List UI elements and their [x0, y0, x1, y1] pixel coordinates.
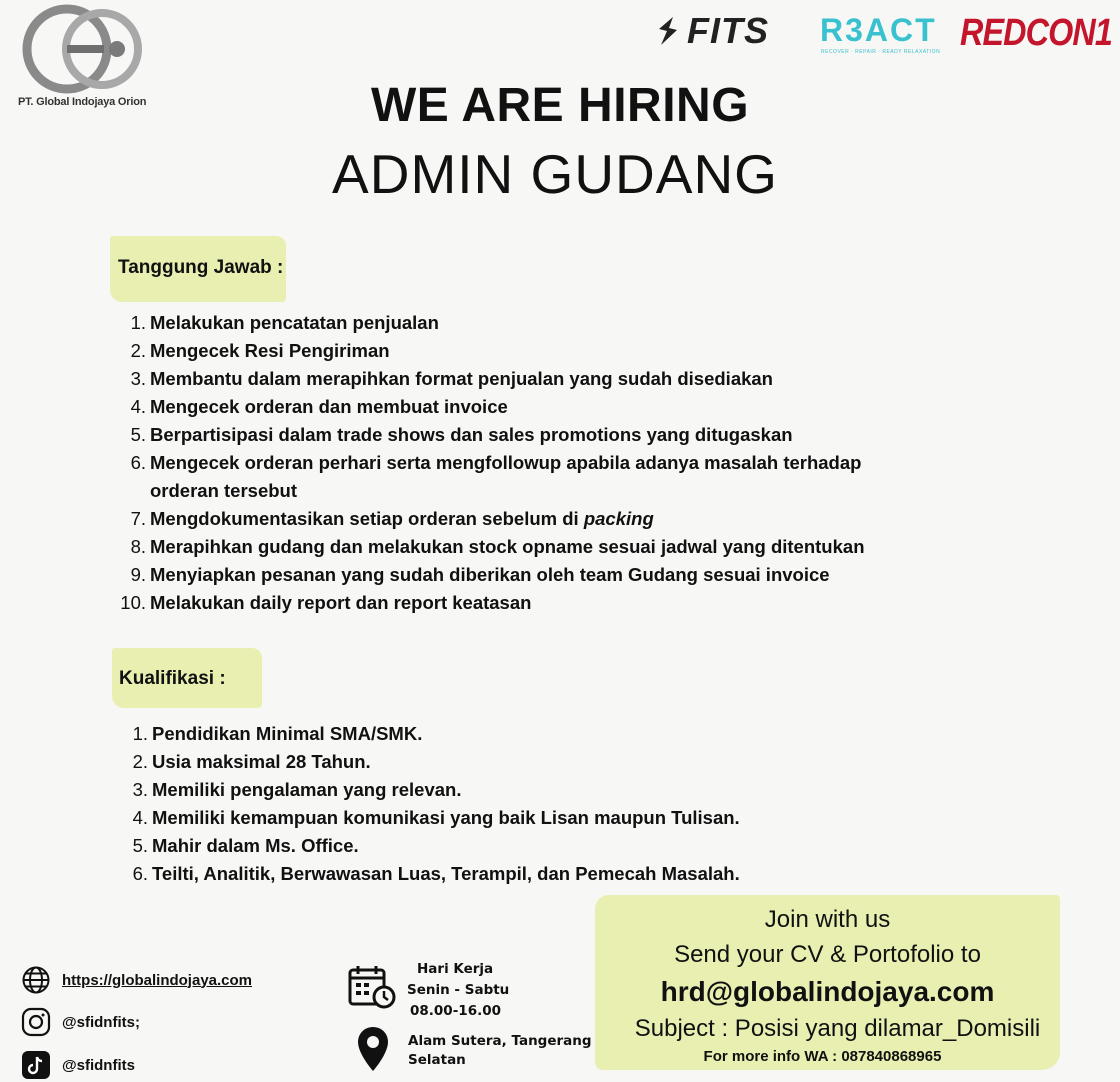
cta-more-info: For more info WA : 087840868965	[703, 1048, 942, 1065]
item-text: Mengecek orderan perhari serta mengfollowup apabila adanya masalah terhadap	[150, 452, 862, 473]
fits-mark-icon	[655, 16, 681, 46]
item-text: Mengecek Resi Pengiriman	[150, 340, 390, 361]
list-item	[116, 589, 1016, 617]
fits-logo	[655, 10, 769, 52]
hiring-title: WE ARE HIRING	[370, 79, 750, 132]
globe-icon	[20, 964, 52, 996]
list-item	[118, 748, 1018, 776]
item-number: 5.	[132, 835, 148, 856]
list-item	[116, 561, 1016, 589]
item-number: 7.	[130, 508, 146, 529]
list-item	[116, 449, 1016, 477]
work-hours: 08.00-16.00	[410, 1003, 502, 1019]
react-tagline: RECOVER · REPAIR · READY RELAXATION	[821, 49, 941, 55]
instagram-row	[20, 1005, 140, 1039]
item-number: 4.	[132, 807, 148, 828]
list-item	[116, 421, 1016, 449]
list-item	[116, 533, 1016, 561]
list-item	[116, 309, 1016, 337]
list-item	[118, 860, 1018, 888]
responsibilities-list	[116, 309, 1016, 617]
list-item	[116, 365, 1016, 393]
item-number: 1.	[132, 723, 148, 744]
cta-email[interactable]: hrd@globalindojaya.com	[660, 976, 995, 1007]
website-link[interactable]: https://globalindojaya.com	[62, 971, 253, 989]
item-text: Memiliki pengalaman yang relevan.	[152, 779, 462, 800]
item-text: Mengecek orderan dan membuat invoice	[150, 396, 508, 417]
item-number: 2.	[132, 751, 148, 772]
list-item	[118, 720, 1018, 748]
item-number: 3.	[130, 368, 146, 389]
react-logo: R3ACT	[820, 12, 937, 48]
item-text: orderan tersebut	[150, 480, 298, 501]
list-item	[116, 393, 1016, 421]
tiktok-handle[interactable]: @sfidnfits	[62, 1056, 135, 1074]
tiktok-row	[20, 1048, 135, 1082]
cta-subject: Subject : Posisi yang dilamar_Domisili	[634, 1015, 1041, 1042]
list-item-continuation	[116, 477, 1016, 505]
item-text: Memiliki kemampuan komunikasi yang baik Lisan maupun Tulisan.	[152, 807, 740, 828]
list-item	[118, 776, 1018, 804]
item-text: Mahir dalam Ms. Office.	[152, 835, 359, 856]
list-item	[116, 505, 1016, 533]
website-row	[20, 963, 252, 997]
list-item	[118, 804, 1018, 832]
qualifications-list	[118, 720, 1018, 888]
fits-logo-text: FITS	[687, 10, 769, 51]
item-text: Membantu dalam merapihkan format penjualan yang sudah disediakan	[150, 368, 773, 389]
item-number: 3.	[132, 779, 148, 800]
item-text: Menyiapkan pesanan yang sudah diberikan oleh team Gudang sesuai invoice	[150, 564, 830, 585]
cta-join: Join with us	[764, 906, 891, 933]
position-title: ADMIN GUDANG	[332, 143, 778, 205]
work-days-title: Hari Kerja	[417, 961, 494, 977]
item-number: 5.	[130, 424, 146, 445]
instagram-handle[interactable]: @sfidnfits;	[62, 1013, 140, 1031]
redcon1-logo: REDCON1	[960, 12, 1112, 54]
item-text: Melakukan pencatatan penjualan	[150, 312, 439, 333]
item-text: Usia maksimal 28 Tahun.	[152, 751, 371, 772]
item-number: 2.	[130, 340, 146, 361]
item-text: Merapihkan gudang dan melakukan stock opname sesuai jadwal yang ditentukan	[150, 536, 865, 557]
item-number: 4.	[130, 396, 146, 417]
location-line-1: Alam Sutera, Tangerang	[408, 1033, 592, 1049]
item-text: Melakukan daily report dan report keatasan	[150, 592, 532, 613]
list-item	[118, 832, 1018, 860]
item-text: Teilti, Analitik, Berwawasan Luas, Terampil, dan Pemecah Masalah.	[152, 863, 740, 884]
brand-logos	[655, 6, 1112, 66]
company-name: PT. Global Indojaya Orion	[18, 96, 147, 108]
item-number: 1.	[130, 312, 146, 333]
list-item	[116, 337, 1016, 365]
item-number: 6.	[130, 452, 146, 473]
work-days: Senin - Sabtu	[407, 982, 510, 998]
item-number: 6.	[132, 863, 148, 884]
qualifications-label: Kualifikasi :	[119, 668, 226, 689]
item-number: 9.	[130, 564, 146, 585]
calendar-clock-icon	[347, 964, 397, 1015]
location-pin-icon	[356, 1025, 390, 1080]
item-number: 8.	[130, 536, 146, 557]
item-text-italic: packing	[583, 508, 654, 529]
responsibilities-label: Tanggung Jawab :	[118, 257, 284, 278]
item-text: Berpartisipasi dalam trade shows dan sales promotions yang ditugaskan	[150, 424, 793, 445]
instagram-icon[interactable]	[20, 1006, 52, 1038]
item-number: 10.	[120, 592, 146, 613]
item-text: Mengdokumentasikan setiap orderan sebelum di	[150, 508, 579, 529]
location-line-2: Selatan	[408, 1052, 466, 1068]
item-text: Pendidikan Minimal SMA/SMK.	[152, 723, 423, 744]
tiktok-icon[interactable]	[20, 1049, 52, 1081]
cta-send: Send your CV & Portofolio to	[674, 941, 981, 968]
